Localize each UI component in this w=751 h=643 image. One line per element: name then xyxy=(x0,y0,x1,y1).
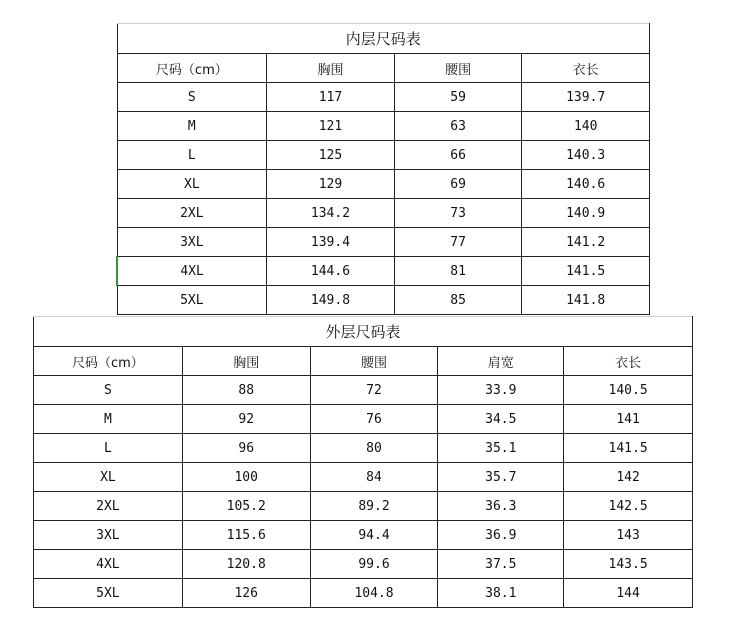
size-cell[interactable]: L xyxy=(34,434,183,463)
shoulder-cell[interactable]: 33.9 xyxy=(438,376,564,405)
size-cell[interactable]: XL xyxy=(34,463,183,492)
length-cell[interactable]: 142.5 xyxy=(564,492,693,521)
table-row xyxy=(117,228,650,257)
outer-header-shoulder[interactable]: 肩宽 xyxy=(438,347,564,376)
waist-cell[interactable]: 80 xyxy=(310,434,438,463)
shoulder-cell[interactable]: 35.7 xyxy=(438,463,564,492)
size-cell[interactable]: L xyxy=(117,141,267,170)
chest-cell[interactable]: 125 xyxy=(267,141,395,170)
inner-header-length[interactable]: 衣长 xyxy=(522,54,650,83)
outer-header-waist[interactable]: 腰围 xyxy=(310,347,438,376)
chest-cell[interactable]: 121 xyxy=(267,112,395,141)
chest-cell[interactable]: 105.2 xyxy=(182,492,310,521)
waist-cell[interactable]: 85 xyxy=(394,286,522,315)
waist-cell[interactable]: 72 xyxy=(310,376,438,405)
inner-table-title[interactable]: 内层尺码表 xyxy=(117,24,650,54)
size-cell[interactable]: 2XL xyxy=(117,199,267,228)
waist-cell[interactable]: 84 xyxy=(310,463,438,492)
length-cell[interactable]: 143.5 xyxy=(564,550,693,579)
table-row xyxy=(34,492,693,521)
size-cell[interactable]: XL xyxy=(117,170,267,199)
chest-cell[interactable]: 139.4 xyxy=(267,228,395,257)
size-cell[interactable]: 2XL xyxy=(34,492,183,521)
waist-cell[interactable]: 89.2 xyxy=(310,492,438,521)
shoulder-cell[interactable]: 36.9 xyxy=(438,521,564,550)
size-cell[interactable]: 3XL xyxy=(117,228,267,257)
outer-size-table xyxy=(33,316,693,608)
length-cell[interactable]: 142 xyxy=(564,463,693,492)
chest-cell[interactable]: 88 xyxy=(182,376,310,405)
shoulder-cell[interactable]: 35.1 xyxy=(438,434,564,463)
inner-size-table xyxy=(116,23,650,315)
table-row xyxy=(117,257,650,286)
chest-cell[interactable]: 126 xyxy=(182,579,310,608)
chest-cell[interactable]: 96 xyxy=(182,434,310,463)
outer-header-chest[interactable]: 胸围 xyxy=(182,347,310,376)
table-row xyxy=(117,141,650,170)
outer-header-length[interactable]: 衣长 xyxy=(564,347,693,376)
table-row xyxy=(34,405,693,434)
waist-cell[interactable]: 69 xyxy=(394,170,522,199)
chest-cell[interactable]: 149.8 xyxy=(267,286,395,315)
table-row xyxy=(34,579,693,608)
size-cell[interactable]: 3XL xyxy=(34,521,183,550)
waist-cell[interactable]: 59 xyxy=(394,83,522,112)
table-row xyxy=(34,521,693,550)
size-cell-selected[interactable]: 4XL xyxy=(117,257,267,286)
table-row xyxy=(34,550,693,579)
waist-cell[interactable]: 94.4 xyxy=(310,521,438,550)
length-cell[interactable]: 139.7 xyxy=(522,83,650,112)
inner-header-size[interactable]: 尺码（cm） xyxy=(117,54,267,83)
table-row xyxy=(117,112,650,141)
length-cell[interactable]: 141.5 xyxy=(564,434,693,463)
length-cell[interactable]: 140.5 xyxy=(564,376,693,405)
waist-cell[interactable]: 76 xyxy=(310,405,438,434)
waist-cell[interactable]: 73 xyxy=(394,199,522,228)
waist-cell[interactable]: 63 xyxy=(394,112,522,141)
length-cell[interactable]: 141.2 xyxy=(522,228,650,257)
waist-cell[interactable]: 81 xyxy=(394,257,522,286)
size-cell[interactable]: M xyxy=(117,112,267,141)
chest-cell[interactable]: 134.2 xyxy=(267,199,395,228)
inner-header-waist[interactable]: 腰围 xyxy=(394,54,522,83)
outer-header-size[interactable]: 尺码（cm） xyxy=(34,347,183,376)
size-cell[interactable]: M xyxy=(34,405,183,434)
chest-cell[interactable]: 92 xyxy=(182,405,310,434)
length-cell[interactable]: 140.6 xyxy=(522,170,650,199)
table-row xyxy=(117,83,650,112)
waist-cell[interactable]: 104.8 xyxy=(310,579,438,608)
length-cell[interactable]: 140.9 xyxy=(522,199,650,228)
length-cell[interactable]: 141.5 xyxy=(522,257,650,286)
length-cell[interactable]: 141.8 xyxy=(522,286,650,315)
length-cell[interactable]: 144 xyxy=(564,579,693,608)
table-row xyxy=(34,463,693,492)
length-cell[interactable]: 140.3 xyxy=(522,141,650,170)
waist-cell[interactable]: 66 xyxy=(394,141,522,170)
size-cell[interactable]: S xyxy=(117,83,267,112)
size-cell[interactable]: 5XL xyxy=(117,286,267,315)
chest-cell[interactable]: 120.8 xyxy=(182,550,310,579)
size-cell[interactable]: 4XL xyxy=(34,550,183,579)
inner-header-chest[interactable]: 胸围 xyxy=(267,54,395,83)
size-cell[interactable]: S xyxy=(34,376,183,405)
shoulder-cell[interactable]: 36.3 xyxy=(438,492,564,521)
shoulder-cell[interactable]: 38.1 xyxy=(438,579,564,608)
table-row xyxy=(117,170,650,199)
chest-cell[interactable]: 117 xyxy=(267,83,395,112)
table-row xyxy=(117,199,650,228)
length-cell[interactable]: 141 xyxy=(564,405,693,434)
outer-header-row xyxy=(34,347,693,376)
chest-cell[interactable]: 115.6 xyxy=(182,521,310,550)
length-cell[interactable]: 143 xyxy=(564,521,693,550)
shoulder-cell[interactable]: 34.5 xyxy=(438,405,564,434)
inner-header-row xyxy=(117,54,650,83)
chest-cell[interactable]: 129 xyxy=(267,170,395,199)
waist-cell[interactable]: 99.6 xyxy=(310,550,438,579)
chest-cell[interactable]: 144.6 xyxy=(267,257,395,286)
shoulder-cell[interactable]: 37.5 xyxy=(438,550,564,579)
chest-cell[interactable]: 100 xyxy=(182,463,310,492)
outer-table-title[interactable]: 外层尺码表 xyxy=(34,317,693,347)
length-cell[interactable]: 140 xyxy=(522,112,650,141)
size-cell[interactable]: 5XL xyxy=(34,579,183,608)
table-row xyxy=(34,434,693,463)
table-row xyxy=(117,286,650,315)
waist-cell[interactable]: 77 xyxy=(394,228,522,257)
table-row xyxy=(34,376,693,405)
